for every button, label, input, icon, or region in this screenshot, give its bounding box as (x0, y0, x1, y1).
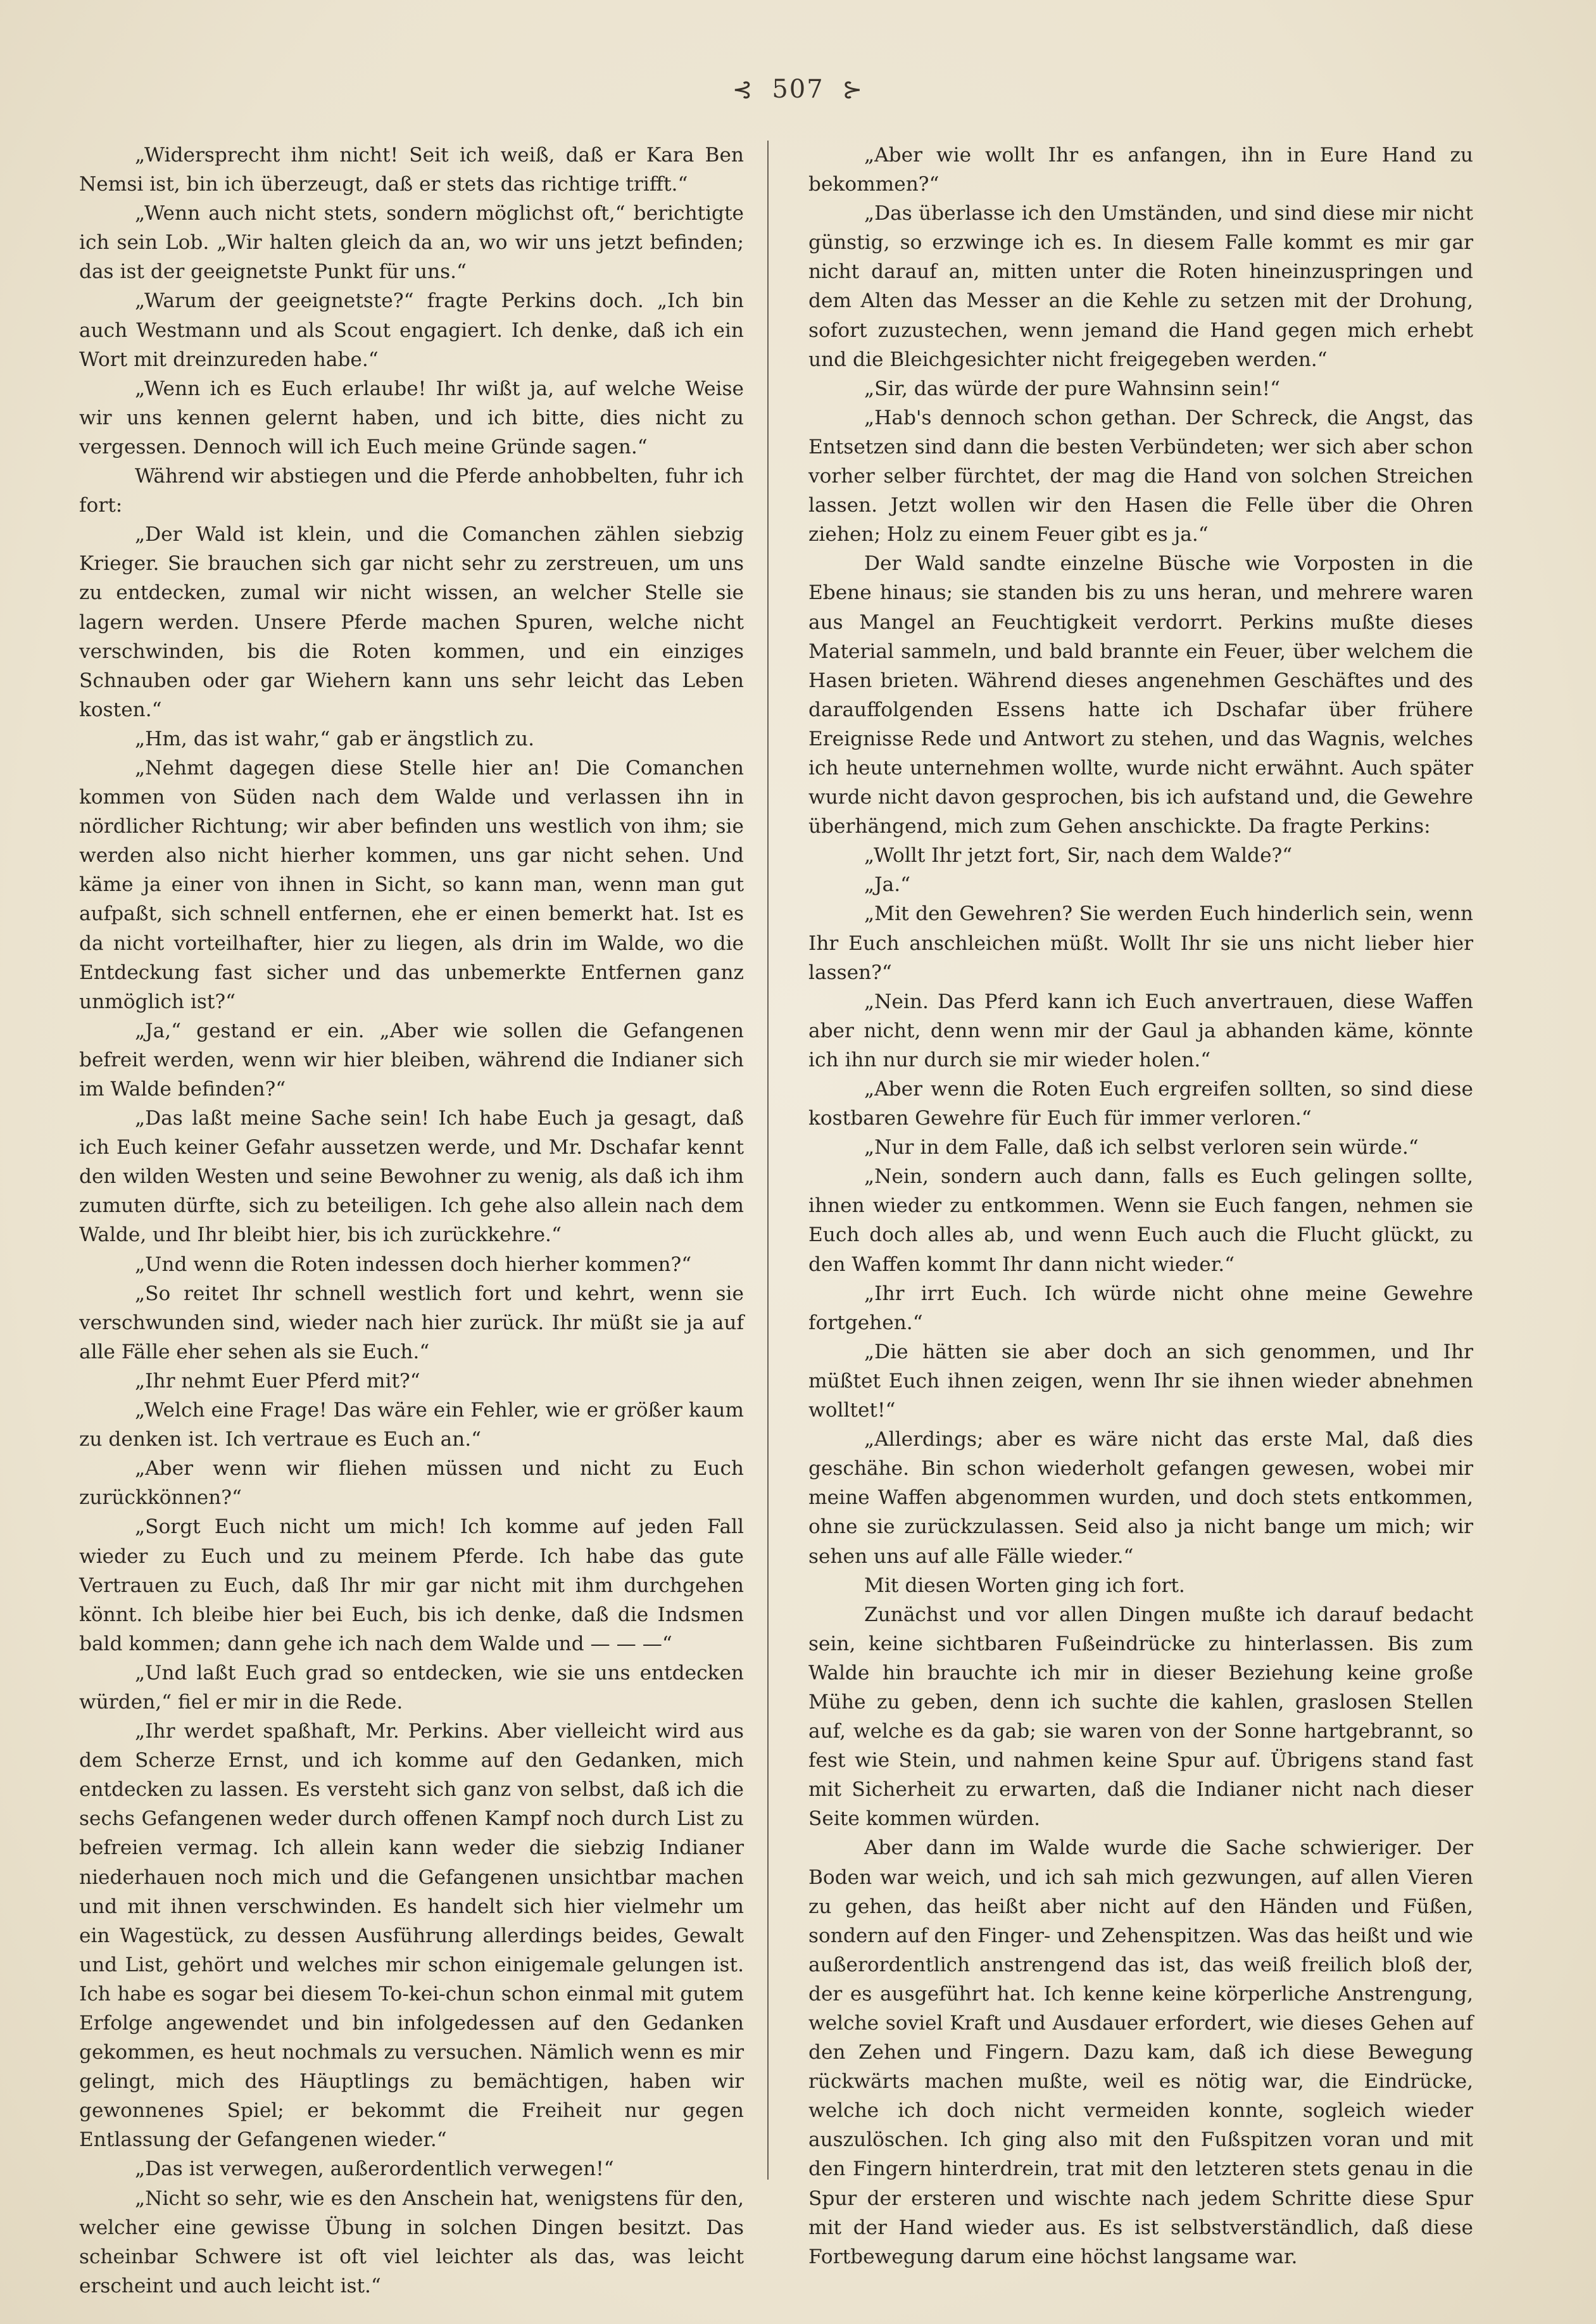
paragraph: „Widersprecht ihm nicht! Seit ich weiß, daß er Kara Ben Nemsi ist, bin ich überzeugt, daß er stets das richtige trifft.“ (79, 144, 744, 196)
paragraph: „Wollt Ihr jetzt fort, Sir, nach dem Walde?“ (864, 844, 1293, 868)
page-header (0, 75, 1596, 104)
right-column (808, 141, 1473, 2271)
paragraph: „Das laßt meine Sache sein! Ich habe Euch ja gesagt, daß ich Euch keiner Gefahr aussetzen werde, und Mr. Dschafar kennt den wilden Westen und seine Bewohner zu wenig, als daß ich ihm zumuten dürfte, sich zu beteiligen. Ich gehe also allein nach dem Walde, und Ihr bleibt hier, bis ich zurückkehre.“ (79, 1107, 744, 1247)
paragraph: „So reitet Ihr schnell westlich fort und kehrt, wenn sie verschwunden sind, wieder nach hier zurück. Ihr müßt sie ja auf alle Fälle eher sehen als sie Euch.“ (79, 1282, 744, 1363)
paragraph: „Und laßt Euch grad so entdecken, wie sie uns entdecken würden,“ fiel er mir in die Rede. (79, 1661, 744, 1714)
left-ornament-icon: ⊰ (732, 75, 754, 103)
paragraph: „Aber wenn die Roten Euch ergreifen sollten, so sind diese kostbaren Gewehre für Euch für immer verloren.“ (808, 1078, 1473, 1130)
paragraph: „Ja.“ (864, 873, 911, 897)
paragraph: „Ihr nehmt Euer Pferd mit?“ (135, 1369, 420, 1393)
paragraph: „Sorgt Euch nicht um mich! Ich komme auf jeden Fall wieder zu Euch und zu meinem Pferde. Ich habe das gute Vertrauen zu Euch, daß Ihr mir gar nicht mit ihm durchgehen könnt. Ich bleibe hier bei Euch, bis ich denke, daß die Indsmen bald kommen; dann gehe ich nach dem Walde und — — —“ (79, 1515, 744, 1655)
paragraph: „Ihr werdet spaßhaft, Mr. Perkins. Aber vielleicht wird aus dem Scherze Ernst, und ich komme auf den Gedanken, mich entdecken zu lassen. Es versteht sich ganz von selbst, daß ich die sechs Gefangenen weder durch offenen Kampf noch durch List zu befreien vermag. Ich allein kann weder die siebzig Indianer niederhauen noch mich und die Gefangenen unsichtbar machen und mit ihnen verschwinden. Es handelt sich hier vielmehr um ein Wagestück, zu dessen Ausführung allerdings beides, Gewalt und List, gehört und welches mir schon einigemale gelungen ist. Ich habe es sogar bei diesem To-kei-chun schon einmal mit gutem Erfolge angewendet und bin infolgedessen auf den Gedanken gekommen, es heut nochmals zu versuchen. Nämlich wenn es mir gelingt, mich des Häuptlings zu bemächtigen, haben wir gewonnenes Spiel; er bekommt die Freiheit nur gegen Entlassung der Gefangenen wieder.“ (79, 1720, 744, 2152)
paragraph: „Sir, das würde der pure Wahnsinn sein!“ (864, 377, 1281, 400)
paragraph: „Aber wenn wir fliehen müssen und nicht zu Euch zurückkönnen?“ (79, 1457, 744, 1510)
paragraph: „Nein. Das Pferd kann ich Euch anvertrauen, diese Waffen aber nicht, denn wenn mir der Gaul ja abhanden käme, könnte ich ihn nur durch sie mir wieder holen.“ (808, 990, 1473, 1071)
paragraph: „Hm, das ist wahr,“ gab er ängstlich zu. (135, 727, 535, 750)
paragraph: „Warum der geeignetste?“ fragte Perkins doch. „Ich bin auch Westmann und als Scout engagiert. Ich denke, daß ich ein Wort mit dreinzureden habe.“ (79, 289, 744, 371)
paragraph: Der Wald sandte einzelne Büsche wie Vorposten in die Ebene hinaus; sie standen bis zu uns heran, und mehrere waren aus Mangel an Feuchtigkeit verdorrt. Perkins mußte dieses Material sammeln, und bald brannte ein Feuer, über welchem die Hasen brieten. Während dieses angenehmen Geschäftes und des darauffolgenden Essens hatte ich Dschafar über frühere Ereignisse Rede und Antwort zu stehen, und das Wagnis, welches ich heute unternehmen wollte, wurde nicht erwähnt. Auch später wurde nicht davon gesprochen, bis ich aufstand und, die Gewehre überhängend, mich zum Gehen anschickte. Da fragte Perkins: (808, 552, 1473, 838)
paragraph: Aber dann im Walde wurde die Sache schwieriger. Der Boden war weich, und ich sah mich gezwungen, auf allen Vieren zu gehen, das heißt aber nicht auf den Händen und Füßen, sondern auf den Finger- und Zehenspitzen. Was das heißt und wie außerordentlich anstrengend das ist, das weiß freilich bloß der, der es ausgeführt hat. Ich kenne keine körperliche Anstrengung, welche soviel Kraft und Ausdauer erfordert, wie dieses Gehen auf den Zehen und Fingern. Dazu kam, daß ich diese Bewegung rückwärts machen mußte, weil es nötig war, die Eindrücke, welche ich doch nicht vermeiden konnte, sogleich wieder auszulöschen. Ich ging also mit den Fußspitzen voran und mit den Fingern hinterdrein, trat mit den letzteren stets genau in die Spur der ersteren und wischte nach jedem Schritte diese Spur mit der Hand wieder aus. Es ist selbstverständlich, daß diese Fortbewegung darum eine höchst langsame war. (808, 1836, 1473, 2268)
paragraph: „Die hätten sie aber doch an sich genommen, und Ihr müßtet Euch ihnen zeigen, wenn Ihr sie ihnen wieder abnehmen wolltet!“ (808, 1340, 1473, 1422)
paragraph: „Nicht so sehr, wie es den Anschein hat, wenigstens für den, welcher eine gewisse Übung in solchen Dingen besitzt. Das scheinbar Schwere ist oft viel leichter als das, was leicht erscheint und auch leicht ist.“ (79, 2187, 744, 2297)
paragraph: „Ihr irrt Euch. Ich würde nicht ohne meine Gewehre fortgehen.“ (808, 1282, 1473, 1334)
left-column (79, 141, 744, 2301)
paragraph: „Welch eine Frage! Das wäre ein Fehler, wie er größer kaum zu denken ist. Ich vertraue es Euch an.“ (79, 1399, 744, 1451)
paragraph: „Nein, sondern auch dann, falls es Euch gelingen sollte, ihnen wieder zu entkommen. Wenn sie Euch fangen, nehmen sie Euch doch alles ab, und wenn Euch auch die Flucht glückt, zu den Waffen kommt Ihr dann nicht wieder.“ (808, 1165, 1473, 1276)
paragraph: „Nehmt dagegen diese Stelle hier an! Die Comanchen kommen von Süden nach dem Walde und verlassen ihn in nördlicher Richtung; wir aber befinden uns westlich von ihm; sie werden also nicht hierher kommen, uns gar nicht sehen. Und käme ja einer von ihnen in Sicht, so kann man, wenn man gut aufpaßt, sich schnell entfernen, ehe er einen bemerkt hat. Ist es da nicht vorteilhafter, hier zu liegen, als drin im Walde, wo die Entdeckung fast sicher und das unbemerkte Entfernen ganz unmöglich ist?“ (79, 756, 744, 1013)
paragraph: Zunächst und vor allen Dingen mußte ich darauf bedacht sein, keine sichtbaren Fußeindrücke zu hinterlassen. Bis zum Walde hin brauchte ich mir in dieser Beziehung keine große Mühe zu geben, denn ich suchte die kahlen, graslosen Stellen auf, welche es da gab; sie waren von der Sonne hartgebrannt, so fest wie Stein, und nahmen keine Spur auf. Übrigens stand fast mit Sicherheit zu erwarten, daß die Indianer nicht nach dieser Seite kommen würden. (808, 1603, 1473, 1831)
paragraph: „Nur in dem Falle, daß ich selbst verloren sein würde.“ (864, 1136, 1419, 1159)
paragraph: „Mit den Gewehren? Sie werden Euch hinderlich sein, wenn Ihr Euch anschleichen müßt. Wollt Ihr sie uns nicht lieber hier lassen?“ (808, 902, 1473, 984)
right-ornament-icon: ⊱ (842, 75, 864, 103)
paragraph: „Hab's dennoch schon gethan. Der Schreck, die Angst, das Entsetzen sind dann die besten Verbündeten; wer sich aber schon vorher selber fürchtet, der mag die Hand von solchen Streichen lassen. Jetzt wollen wir den Hasen die Felle über die Ohren ziehen; Holz zu einem Feuer gibt es ja.“ (808, 406, 1473, 546)
paragraph: „Und wenn die Roten indessen doch hierher kommen?“ (135, 1253, 692, 1276)
paragraph: „Aber wie wollt Ihr es anfangen, ihn in Eure Hand zu bekommen?“ (808, 144, 1473, 196)
paragraph: „Ja,“ gestand er ein. „Aber wie sollen die Gefangenen befreit werden, wenn wir hier bleiben, während die Indianer sich im Walde befinden?“ (79, 1019, 744, 1101)
page-number: 507 (772, 75, 824, 104)
paragraph: Mit diesen Worten ging ich fort. (864, 1574, 1185, 1597)
paragraph: „Wenn ich es Euch erlaube! Ihr wißt ja, auf welche Weise wir uns kennen gelernt haben, und ich bitte, dies nicht zu vergessen. Dennoch will ich Euch meine Gründe sagen.“ (79, 377, 744, 458)
paragraph: „Wenn auch nicht stets, sondern möglichst oft,“ berichtigte ich sein Lob. „Wir halten gleich da an, wo wir uns jetzt befinden; das ist der geeignetste Punkt für uns.“ (79, 202, 744, 284)
paragraph: Während wir abstiegen und die Pferde anhobbelten, fuhr ich fort: (79, 465, 744, 517)
paragraph: „Der Wald ist klein, und die Comanchen zählen siebzig Krieger. Sie brauchen sich gar nicht sehr zu zerstreuen, um uns zu entdecken, zumal wir nicht wissen, an welcher Stelle sie lagern werden. Unsere Pferde machen Spuren, welche nicht verschwinden, bis die Roten kommen, und ein einziges Schnauben oder gar Wiehern kann uns sehr leicht das Leben kosten.“ (79, 523, 744, 721)
column-divider (767, 141, 769, 2180)
paragraph: „Das ist verwegen, außerordentlich verwegen!“ (135, 2157, 614, 2181)
paragraph: „Das überlasse ich den Umständen, und sind diese mir nicht günstig, so erzwinge ich es. In diesem Falle kommt es mir gar nicht darauf an, mitten unter die Roten hineinzuspringen und dem Alten das Messer an die Kehle zu setzen mit der Drohung, sofort zuzustechen, wenn jemand die Hand gegen mich erhebt und die Bleichgesichter nicht freigegeben werden.“ (808, 202, 1473, 371)
paragraph: „Allerdings; aber es wäre nicht das erste Mal, daß dies geschähe. Bin schon wiederholt gefangen gewesen, wobei mir meine Waffen abgenommen wurden, und doch stets entkommen, ohne sie zurückzulassen. Seid also ja nicht bange um mich; wir sehen uns auf alle Fälle wieder.“ (808, 1428, 1473, 1568)
